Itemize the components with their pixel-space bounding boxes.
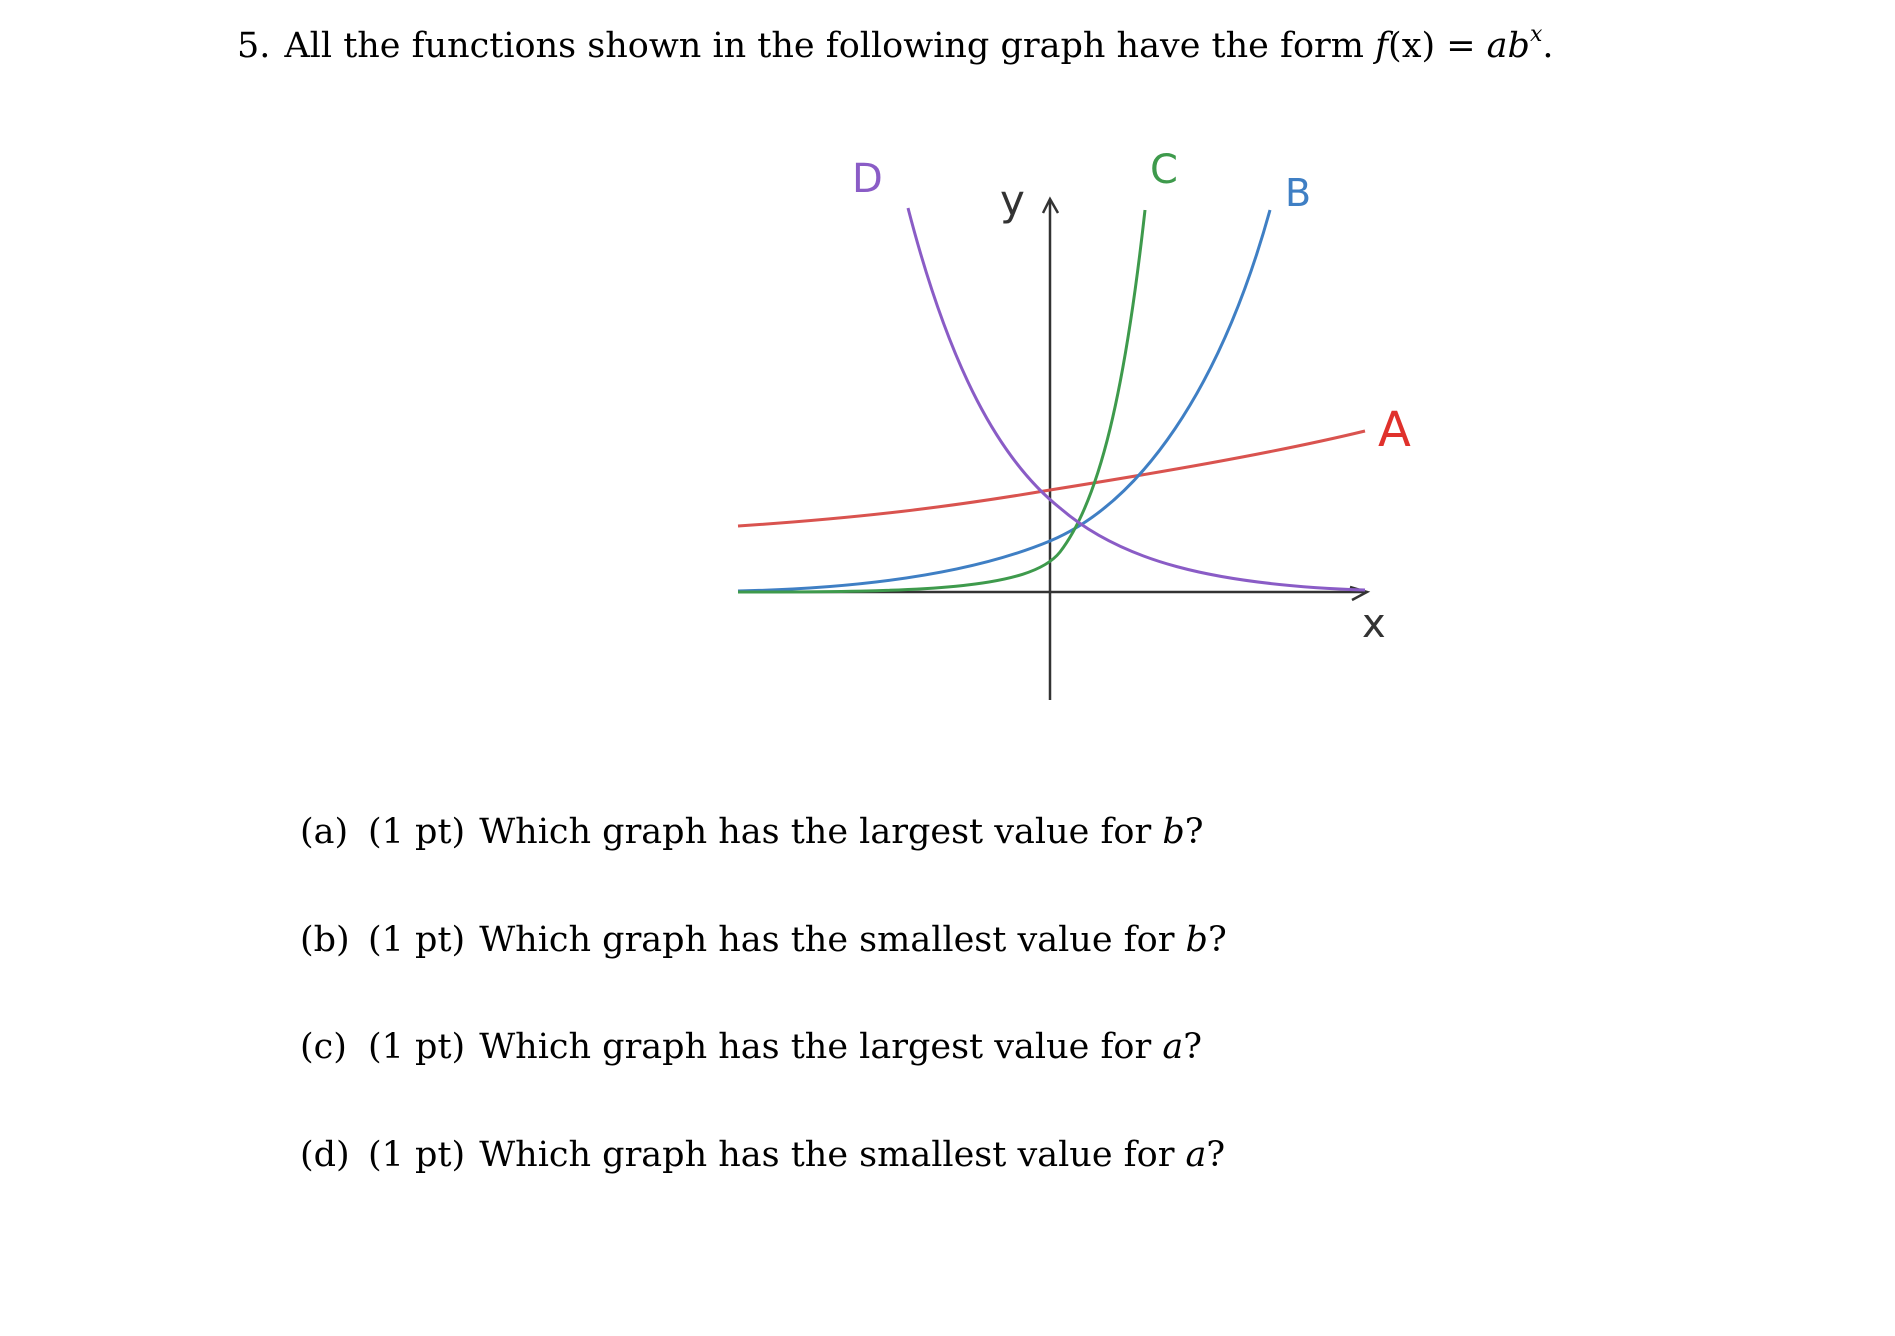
question-b <box>300 916 1227 964</box>
question-points: (1 pt) <box>368 812 466 852</box>
question-text: Which graph has the largest value for <box>479 1027 1163 1067</box>
curve-b <box>738 210 1270 591</box>
question-label: (a) <box>300 812 349 852</box>
x-axis-label: x <box>1362 601 1386 647</box>
formula-f: f <box>1375 26 1389 66</box>
question-variable: a <box>1185 1135 1207 1175</box>
curve-label-d: D <box>852 156 883 202</box>
y-axis-label: y <box>1000 176 1025 225</box>
question-end: ? <box>1183 1027 1202 1067</box>
question-label: (c) <box>300 1027 347 1067</box>
question-points: (1 pt) <box>368 1027 466 1067</box>
question-variable: a <box>1162 1027 1184 1067</box>
problem-text: All the functions shown in the following graph have the form <box>284 26 1364 66</box>
curve-label-c: C <box>1150 147 1178 193</box>
question-points: (1 pt) <box>368 1135 466 1175</box>
question-text: Which graph has the smallest value for <box>479 1135 1186 1175</box>
question-variable: b <box>1185 920 1208 960</box>
question-end: ? <box>1184 812 1204 852</box>
question-end: ? <box>1207 920 1227 960</box>
question-text: Which graph has the smallest value for <box>479 920 1186 960</box>
formula-exponent: x <box>1529 22 1543 47</box>
curve-d <box>908 208 1365 590</box>
curve-label-b: B <box>1285 171 1312 215</box>
question-points: (1 pt) <box>368 920 466 960</box>
question-text: Which graph has the largest value for <box>479 812 1163 852</box>
question-d <box>300 1131 1225 1179</box>
question-end: ? <box>1206 1135 1226 1175</box>
formula-arg: (x) <box>1388 26 1436 66</box>
question-variable: b <box>1162 812 1185 852</box>
formula-body: = ab <box>1435 26 1530 66</box>
curve-a <box>738 431 1365 526</box>
question-c <box>300 1023 1202 1071</box>
question-a <box>300 808 1204 856</box>
problem-number: 5. <box>237 26 271 66</box>
question-label: (d) <box>300 1135 350 1175</box>
formula-end: . <box>1542 26 1554 66</box>
question-label: (b) <box>300 920 350 960</box>
curve-c <box>738 210 1145 592</box>
curve-label-a: A <box>1378 402 1411 458</box>
